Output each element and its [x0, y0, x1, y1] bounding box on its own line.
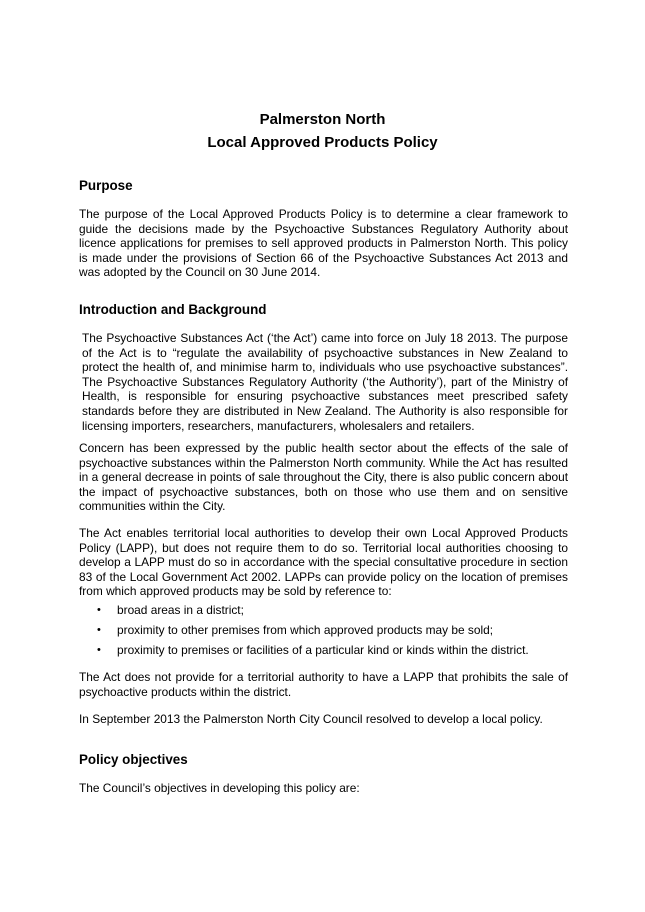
document-title-line-2: Local Approved Products Policy	[207, 134, 438, 151]
introduction-paragraph-4: The Act does not provide for a territorial authority to have a LAPP that prohibits the sale of psychoactive products within the district.	[79, 670, 568, 699]
objectives-heading: Policy objectives	[79, 752, 188, 767]
bullet-icon: •	[97, 604, 101, 616]
bullet-text: proximity to premises or facilities of a particular kind or kinds within the district.	[117, 643, 529, 657]
purpose-paragraph: The purpose of the Local Approved Products Policy is to determine a clear framework to guide the decisions made by the Psychoactive Substances Regulatory Authority about licence applications for premises to sell approved products in Palmerston North. This policy is made under the provisions of Section 66 of the Psychoactive Substances Act 2013 and was adopted by the Council on 30 June 2014.	[79, 207, 568, 280]
bullet-text: proximity to other premises from which approved products may be sold;	[117, 623, 494, 637]
document-title-line-1: Palmerston North	[259, 111, 386, 128]
introduction-paragraph-1: The Psychoactive Substances Act (‘the Act’) came into force on July 18 2013. The purpose of the Act is to “regulate the availability of psychoactive substances in New Zealand to protect the health of, and minimise harm to, individuals who use psychoactive substances”. The Psychoactive Substances Regulatory Authority (‘the Authority’), part of the Ministry of Health, is responsible for ensuring psychoactive substances meet prescribed safety standards before they are distributed in New Zealand. The Authority is also responsible for licensing importers, researchers, manufacturers, wholesalers and retailers.	[82, 331, 568, 433]
objectives-paragraph: The Council’s objectives in developing this policy are:	[79, 781, 360, 795]
introduction-paragraph-3: The Act enables territorial local authorities to develop their own Local Approved Products Policy (LAPP), but does not require them to do so. Territorial local authorities choosing to develop a LAPP must do so in accordance with the special consultative procedure in section 83 of the Local Government Act 2002. LAPPs can provide policy on the location of premises from which approved products may be sold by reference to:	[79, 526, 568, 599]
purpose-heading: Purpose	[79, 178, 133, 193]
introduction-paragraph-5: In September 2013 the Palmerston North City Council resolved to develop a local policy.	[79, 712, 543, 726]
introduction-paragraph-2: Concern has been expressed by the public health sector about the effects of the sale of psychoactive substances within the Palmerston North community. While the Act has resulted in a general decrease in points of sale throughout the City, there is also public concern about the impact of psychoactive substances, both on those who use them and on sensitive communities within the City.	[79, 441, 568, 514]
bullet-text: broad areas in a district;	[117, 603, 244, 617]
bullet-icon: •	[97, 624, 101, 636]
bullet-icon: •	[97, 644, 101, 656]
introduction-heading: Introduction and Background	[79, 302, 267, 317]
